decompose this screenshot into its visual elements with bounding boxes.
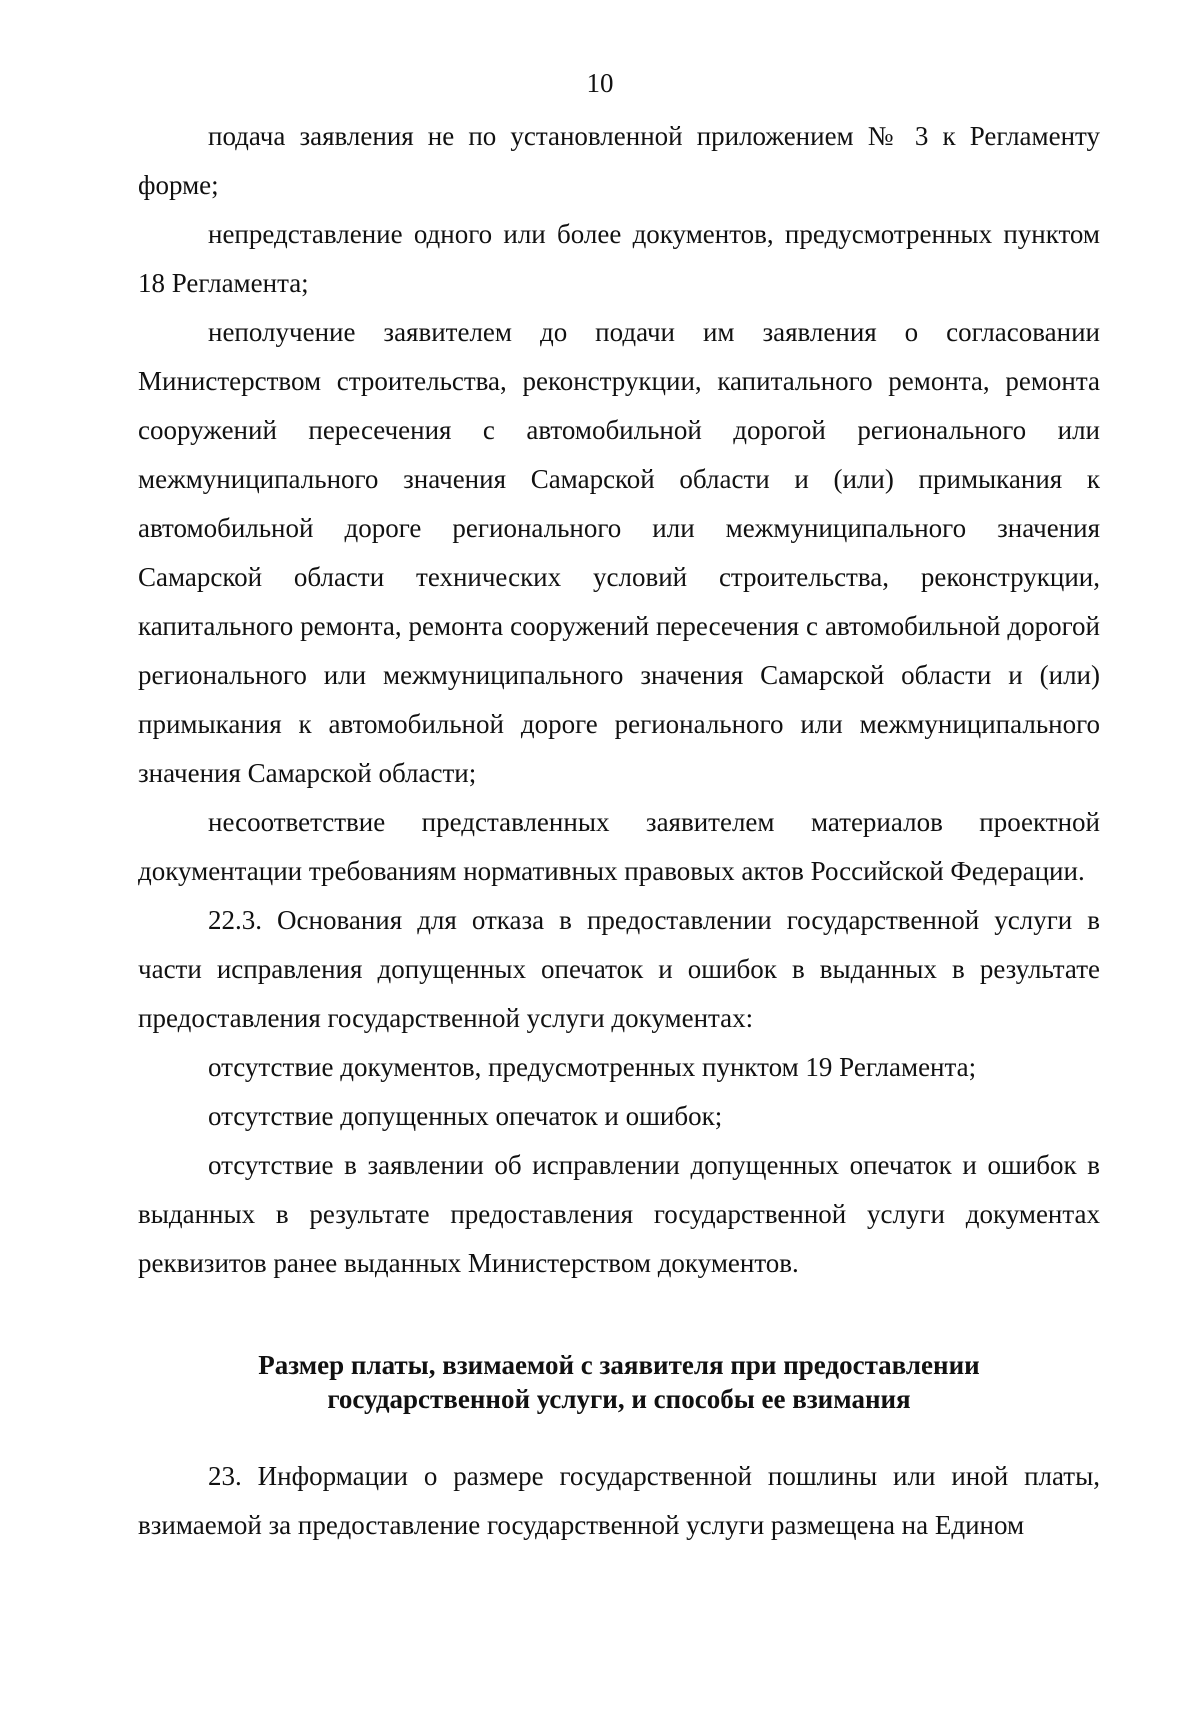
paragraph: непредставление одного или более документов, предусмотренных пунктом 18 Регламента; bbox=[138, 219, 1100, 298]
paragraph: несоответствие представленных заявителем материалов проектной документации требованиям нормативных правовых актов Российской Федерации. bbox=[138, 807, 1100, 886]
document-body bbox=[138, 112, 1100, 1550]
paragraph: отсутствие документов, предусмотренных пунктом 19 Регламента; bbox=[208, 1052, 977, 1082]
section-heading bbox=[138, 1348, 1100, 1416]
paragraph: подача заявления не по установленной приложением № 3 к Регламенту форме; bbox=[138, 121, 1100, 200]
paragraph: 23. Информации о размере государственной пошлины или иной платы, взимаемой за предоставление государственной услуги размещена на Едином bbox=[138, 1461, 1100, 1540]
paragraph: отсутствие в заявлении об исправлении допущенных опечаток и ошибок в выданных в результате предоставления государственной услуги документах реквизитов ранее выданных Министерством документов. bbox=[138, 1150, 1100, 1278]
page-number: 10 bbox=[586, 68, 614, 98]
paragraph: неполучение заявителем до подачи им заявления о согласовании Министерством строительства, реконструкции, капитального ремонта, ремонта сооружений пересечения с автомобильной дорогой регионального или межмуниципального значения Самарской области и (или) примыкания к автомобильной дороге регионального или межмуниципального значения Самарской области технических условий строительства, реконструкции, капитального ремонта, ремонта сооружений пересечения с автомобильной дорогой регионального или межмуниципального значения Самарской области и (или) примыкания к автомобильной дороге регионального или межмуниципального значения Самарской области; bbox=[138, 317, 1100, 788]
paragraph: 22.3. Основания для отказа в предоставлении государственной услуги в части исправления допущенных опечаток и ошибок в выданных в результате предоставления государственной услуги документах: bbox=[138, 905, 1100, 1033]
paragraph: отсутствие допущенных опечаток и ошибок; bbox=[208, 1101, 723, 1131]
section-heading-line: государственной услуги, и способы ее взимания bbox=[327, 1384, 911, 1414]
section-heading-line: Размер платы, взимаемой с заявителя при предоставлении bbox=[258, 1350, 980, 1380]
